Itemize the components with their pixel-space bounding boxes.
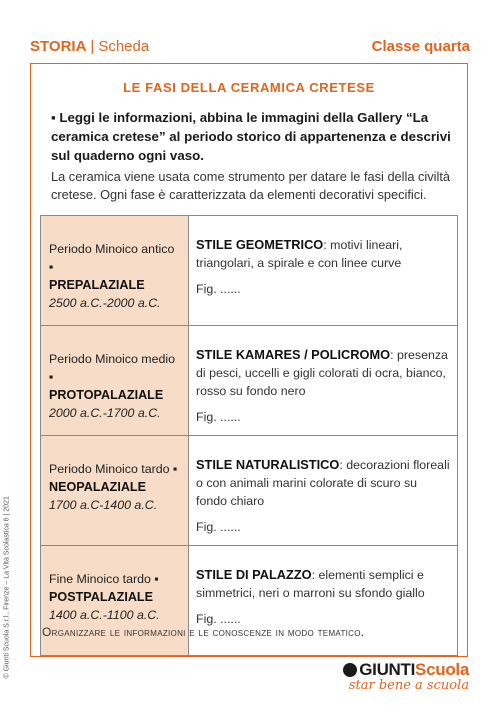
phase-cell <box>41 546 189 656</box>
logo-brand: GIUNTI <box>359 660 416 679</box>
style-text <box>196 566 451 602</box>
style-text <box>196 346 451 400</box>
logo-brand-suffix: Scuola <box>415 660 469 679</box>
logo-tagline: star bene a scuola <box>348 678 469 693</box>
style-name: STILE KAMARES / POLICROMO <box>196 347 391 362</box>
subject-label: STORIA | Scheda <box>30 38 150 55</box>
subject-name: STORIA <box>30 38 87 55</box>
phase-name: PROTOPALAZIALE <box>49 388 164 402</box>
phase-dates: 2500 a.C.-2000 a.C. <box>49 296 161 310</box>
style-name: STILE GEOMETRICO <box>196 237 324 252</box>
phase-cell <box>41 216 189 326</box>
style-description: : elementi semplici e simmetrici, neri o marroni su sfondo giallo <box>196 568 425 600</box>
phase-name: PREPALAZIALE <box>49 278 145 292</box>
table-row <box>41 546 458 656</box>
style-description: : decorazioni floreali o con animali marini colorate di scuro su fondo chiaro <box>196 458 450 508</box>
style-name: STILE DI PALAZZO <box>196 567 312 582</box>
style-cell <box>189 546 458 656</box>
style-cell <box>189 216 458 326</box>
logo-wordmark <box>343 660 469 680</box>
table-row <box>41 216 458 326</box>
fig-placeholder: Fig. ...... <box>196 282 241 296</box>
style-name: STILE NATURALISTICO <box>196 457 340 472</box>
style-text <box>196 236 451 272</box>
intro-text: La ceramica viene usata come strumento per datare le fasi della civiltà cretese. Ogni fase è caratterizzata da elementi decorativi specifici. <box>51 169 451 202</box>
copyright-notice: © Giunti Scuola S.r.l., Firenze – La Vita Scolastica 6 | 2021 <box>3 496 11 679</box>
period-label: Fine Minoico tardo ▪ <box>49 572 159 586</box>
phase-name: NEOPALAZIALE <box>49 480 147 494</box>
style-cell <box>189 436 458 546</box>
instruction-text: ▪ Leggi le informazioni, abbina le immagini della Gallery “La ceramica cretese” al periodo storico di appartenenza e descrivi sul quaderno ogni vaso. <box>51 110 451 163</box>
worksheet-title: LE FASI DELLA CERAMICA CRETESE <box>123 80 375 95</box>
table-row <box>41 436 458 546</box>
header-bar <box>30 38 470 60</box>
class-label: Classe quarta <box>371 38 470 55</box>
footer-note: Organizzare le informazioni e le conoscenze in modo tematico. <box>42 625 365 639</box>
phase-dates: 2000 a.C.-1700 a.C. <box>49 406 161 420</box>
publisher-logo <box>343 660 469 693</box>
section-name: Scheda <box>98 38 150 55</box>
period-label: Periodo Minoico tardo ▪ <box>49 462 178 476</box>
phases-table <box>40 215 458 656</box>
period-label: Periodo Minoico antico ▪ <box>49 242 175 274</box>
phase-dates: 1700 a.C-1400 a.C. <box>49 498 158 512</box>
fig-placeholder: Fig. ...... <box>196 520 241 534</box>
phase-cell <box>41 326 189 436</box>
fig-placeholder: Fig. ...... <box>196 410 241 424</box>
style-description: : motivi lineari, triangolari, a spirale e con linee curve <box>196 238 403 270</box>
phase-name: POSTPALAZIALE <box>49 590 154 604</box>
style-description: : presenza di pesci, uccelli e gigli colorati di ocra, bianco, rosso su fondo nero <box>196 348 448 398</box>
phase-dates: 1400 a.C.-1100 a.C. <box>49 608 160 622</box>
phase-cell <box>41 436 189 546</box>
table-row <box>41 326 458 436</box>
fig-placeholder: Fig. ...... <box>196 612 241 626</box>
giunti-g-icon <box>343 663 357 677</box>
worksheet-frame <box>30 63 468 657</box>
style-cell <box>189 326 458 436</box>
period-label: Periodo Minoico medio ▪ <box>49 352 176 384</box>
style-text <box>196 456 451 510</box>
